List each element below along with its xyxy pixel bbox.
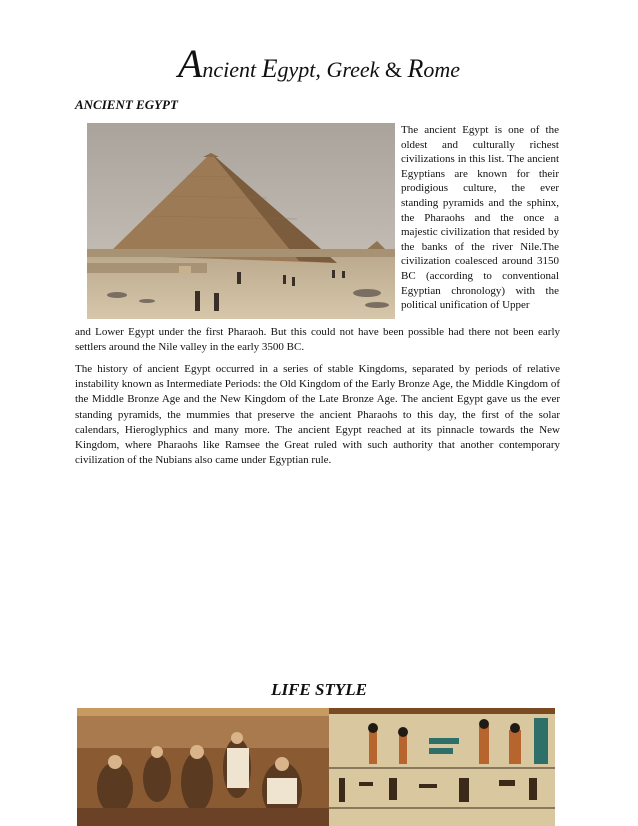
title-cap-r: R bbox=[407, 54, 424, 83]
title-cap-a: A bbox=[177, 41, 203, 86]
history-paragraph: The history of ancient Egypt occurred in a series of stable Kingdoms, separated by periods of relative instability known as Intermediate Periods: the Old Kingdom of the Early Bronze Age, the Middle Kingdom of the Middle Bronze Age and the New Kingdom of the Late Bronze Age. The ancient Egypt gave us the ever standing pyramids, the mummies that preserve the ancient Pharaohs to this day, the first of the solar calendars, Hieroglyphics and many more. The ancient Egypt reached at its pinnacle towards the New Kingdom, where Pharaohs like Ramsee the Great ruled with such authority that another contemporary civilization of the Nubians also came under Egyptian rule. bbox=[75, 363, 560, 467]
section-heading-ancient-egypt: ANCIENT EGYPT bbox=[75, 97, 178, 112]
intro-side-paragraph: The ancient Egypt is one of the oldest and culturally richest civilizations in this list. The ancient Egyptians are known for their prodigious culture, the ever standing pyramids and the sphinx, the Pharaohs and the once a majestic civilization that resided by the banks of the river Nile.The civilization coalesced around 3150 BC (according to conventional Egyptian chronology) with the political unification of Upper bbox=[401, 124, 559, 312]
title-word-egypt: gypt, bbox=[277, 57, 321, 82]
title-ampersand: & bbox=[384, 57, 402, 82]
section-heading-life-style: LIFE STYLE bbox=[271, 680, 367, 699]
title-cap-e: E bbox=[261, 54, 278, 83]
title-word-ancient: ncient bbox=[202, 57, 257, 82]
title-word-rome: ome bbox=[423, 57, 461, 82]
papyrus-painting bbox=[329, 708, 555, 826]
pyramid-photo bbox=[87, 123, 395, 319]
document-title bbox=[0, 41, 638, 86]
intro-continued-paragraph: and Lower Egypt under the first Pharaoh. But this could not have been possible had there not been early settlers around the Nile valley in the early 3500 BC. bbox=[75, 326, 560, 353]
title-word-greek: Greek bbox=[326, 57, 380, 82]
lifestyle-painting bbox=[77, 708, 329, 826]
